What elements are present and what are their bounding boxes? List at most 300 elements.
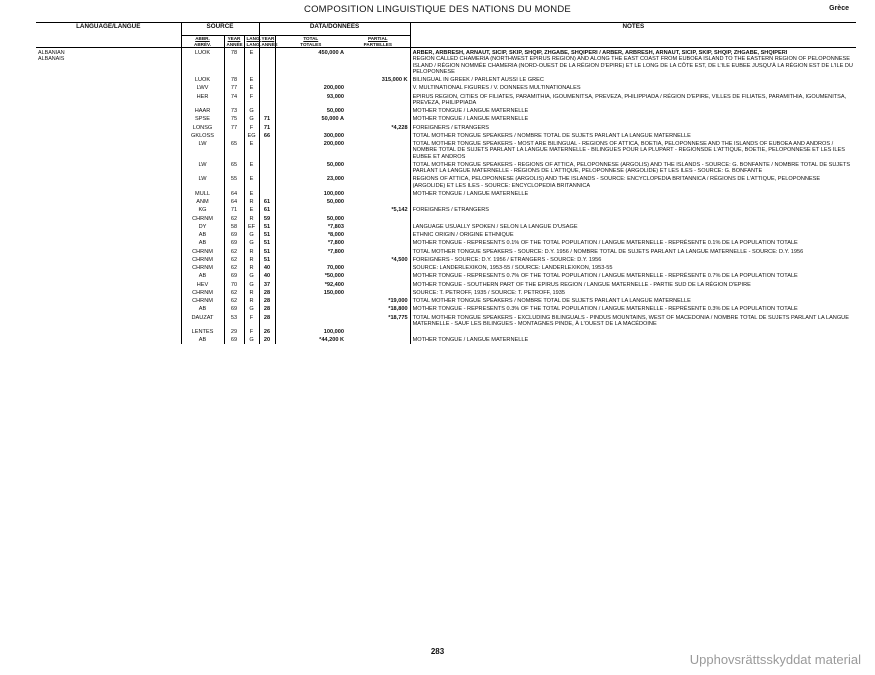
partial-cell (346, 271, 410, 279)
table-row (36, 313, 856, 328)
total-cell: *92,400 (275, 280, 346, 288)
table-row (36, 174, 856, 189)
partial-cell (346, 214, 410, 222)
partial-cell (346, 197, 410, 205)
source-abbr-cell: HER (181, 92, 224, 107)
data-year-cell: 28 (259, 313, 275, 328)
partial-cell (346, 280, 410, 288)
source-abbr-cell: LWV (181, 83, 224, 91)
data-year-cell (259, 139, 275, 160)
source-abbr-cell: LUOK (181, 75, 224, 83)
source-abbr-cell: LW (181, 160, 224, 175)
source-abbr-cell: CHRNM (181, 288, 224, 296)
language-name: ALBANIAN (38, 50, 65, 56)
notes-cell (410, 114, 856, 122)
data-year-cell: 28 (259, 288, 275, 296)
table-row (36, 327, 856, 335)
notes-text: EPIRUS REGION, CITIES OF FILIATES, PARAMITHIA, IGOUMENITSA, PREVEZA, PHILIPPIADA / RÉGION D'EPIRE, VILLES DE FILIATES, PARAMITHIA, IGOUMENITSA, PREVEZA, PHILIPPIADA (412, 93, 847, 106)
notes-text: FOREIGNERS - SOURCE: D.Y. 1956 / ETRANGERS - SOURCE: D.Y. 1956 (412, 256, 602, 263)
partial-cell: 315,000 K (381, 77, 408, 83)
partial-cell (346, 83, 410, 91)
notes-text: V. MULTINATIONAL FIGURES / V. DONNEES MULTINATIONALES (412, 85, 581, 92)
source-abbr-cell: HAAR (181, 106, 224, 114)
source-abbr-cell: SPSE (181, 114, 224, 122)
source-year-cell: 64 (224, 197, 244, 205)
notes-text: REGIONS OF ATTICA, PELOPONNESE (ARGOLIS) AND THE ISLANDS - SOURCE: ENCYCLOPEDIA BRITANNICA / RÉGIONS DE L'ATTIQUE, PELOPONNESE (ARGOLIDE) ET LES ILES - SOURCE: ENCYCLOPEDIA BRITANNICA (412, 176, 821, 189)
notes-cell (410, 280, 856, 288)
source-year-cell: 65 (224, 139, 244, 160)
notes-text: MOTHER TONGUE - REPRESENTS 0.7% OF THE TOTAL POPULATION / LANGUE MATERNELLE - REPRÉSENTE 0.7% DE LA POPULATION TOTALE (412, 273, 798, 280)
total-cell: 50,000 (275, 214, 346, 222)
source-lang-cell: R (244, 247, 259, 255)
notes-cell (410, 48, 856, 76)
source-lang-cell: G (244, 230, 259, 238)
partial-cell (346, 230, 410, 238)
language-cell (36, 247, 181, 255)
notes-cell (410, 205, 856, 213)
notes-text: FOREIGNERS / ETRANGERS (412, 124, 490, 131)
total-cell: 100,000 (275, 327, 346, 335)
data-year-cell: 51 (259, 230, 275, 238)
source-lang-cell: G (244, 106, 259, 114)
source-year-cell: 62 (224, 288, 244, 296)
data-year-cell: 61 (259, 197, 275, 205)
language-cell (36, 114, 181, 122)
source-year-cell: 73 (224, 106, 244, 114)
table-row (36, 214, 856, 222)
source-abbr-cell: AB (181, 230, 224, 238)
notes-cell (410, 304, 856, 312)
language-cell (36, 189, 181, 197)
source-year-cell: 64 (224, 189, 244, 197)
notes-cell (410, 123, 856, 131)
source-year-cell: 53 (224, 313, 244, 328)
notes-cell (410, 197, 856, 205)
notes-text: MOTHER TONGUE - SOUTHERN PART OF THE EPIRUS REGION / LANGUE MATERNELLE - PARTIE SUD DE LA RÉGION D'EPIRE (412, 281, 751, 288)
notes-cell (410, 92, 856, 107)
language-cell (36, 238, 181, 246)
notes-cell (410, 335, 856, 343)
notes-cell (410, 189, 856, 197)
total-cell: 50,000 (275, 160, 346, 175)
data-year-cell: 66 (259, 131, 275, 139)
source-year-cell: 62 (224, 263, 244, 271)
partial-cell: *18,775 (388, 314, 408, 321)
total-cell: 450,000 A (275, 48, 346, 76)
language-cell (36, 288, 181, 296)
partial-cell (346, 92, 410, 107)
source-year-cell: 69 (224, 335, 244, 343)
language-cell (36, 174, 181, 189)
data-year-cell: 28 (259, 296, 275, 304)
language-cell (36, 335, 181, 343)
source-year-cell (224, 131, 244, 139)
table-row (36, 139, 856, 160)
source-lang-cell: R (244, 288, 259, 296)
language-cell (36, 139, 181, 160)
source-year-cell: 58 (224, 222, 244, 230)
source-lang-cell: G (244, 238, 259, 246)
partial-cell (346, 247, 410, 255)
notes-cell (410, 247, 856, 255)
source-lang-cell: R (244, 255, 259, 263)
table-row (36, 75, 856, 83)
language-cell (36, 327, 181, 335)
total-cell: *50,000 (275, 271, 346, 279)
source-lang-cell: F (244, 327, 259, 335)
data-year-cell (259, 83, 275, 91)
table-row (36, 247, 856, 255)
header-row (36, 23, 856, 36)
data-year-cell: 40 (259, 271, 275, 279)
total-cell: 93,000 (275, 92, 346, 107)
language-cell (36, 313, 181, 328)
notes-cell (410, 174, 856, 189)
language-cell (36, 197, 181, 205)
table-row (36, 160, 856, 175)
source-lang-cell: R (244, 263, 259, 271)
notes-cell (410, 238, 856, 246)
notes-text: TOTAL MOTHER TONGUE SPEAKERS - EXCLUDING BILINGUALS - PINDUS MOUNTAINS, WEST OF MACEDONIA / NOMBRE TOTAL DE SUJETS PARLANT LA LANGUE MATERNELLE - SAUF LES BILINGUES - MONTAGNES PINDE, À L'OUEST DE LA MACÉDOINE (412, 314, 849, 327)
source-lang-cell: E (244, 83, 259, 91)
notes-cell (410, 255, 856, 263)
total-cell (275, 296, 346, 304)
partial-cell: *4,228 (391, 124, 408, 131)
partial-cell (346, 288, 410, 296)
notes-cell (410, 296, 856, 304)
source-abbr-cell: CHRNM (181, 296, 224, 304)
notes-text: BILINGUAL IN GREEK / PARLENT AUSSI LE GREC (412, 77, 544, 83)
notes-text: TOTAL MOTHER TONGUE SPEAKERS - MOST ARE BILINGUAL - REGIONS OF ATTICA, BOETIA, PELOPONNESE AND THE ISLANDS OF EUBOEA AND ANDROS / NOMBRE TOTAL DE SUJETS PARLANT LA LANGUE MATERNELLE - BILINGUES POUR LA PLUPART - REGIONSDE L'ATTIQUE, BOETIE, PELOPONNESE ET LES ILES EUBEE ET ANDROS (412, 141, 845, 160)
language-cell (36, 214, 181, 222)
data-year-header: YEAR ANNÉE (259, 36, 275, 48)
source-lang-cell: E (244, 48, 259, 76)
table-row (36, 123, 856, 131)
table-row (36, 92, 856, 107)
total-cell (275, 205, 346, 213)
total-cell: *44,200 K (275, 335, 346, 343)
data-year-cell: 71 (259, 114, 275, 122)
notes-cell (410, 131, 856, 139)
total-cell: *7,803 (275, 222, 346, 230)
source-year-cell: 62 (224, 214, 244, 222)
language-table (36, 22, 856, 344)
data-year-cell: 51 (259, 238, 275, 246)
data-year-cell: 51 (259, 222, 275, 230)
partial-header: PARTIAL PARTIELLES (346, 36, 410, 48)
source-lang-cell: E (244, 75, 259, 83)
source-year-cell: 74 (224, 92, 244, 107)
notes-text: SOURCE: T. PETROFF, 1935 / SOURCE: T. PETROFF, 1935 (412, 289, 565, 296)
notes-text: MOTHER TONGUE / LANGUE MATERNELLE (412, 116, 529, 123)
source-abbr-cell: GKLOSS (181, 131, 224, 139)
source-year-cell: 62 (224, 296, 244, 304)
total-cell: *7,800 (275, 247, 346, 255)
table-row (36, 106, 856, 114)
partial-cell (346, 160, 410, 175)
partial-cell: *18,800 (388, 306, 408, 313)
notes-text: MOTHER TONGUE - REPRESENTS 0.1% OF THE TOTAL POPULATION / LANGUE MATERNELLE - REPRÉSENTE 0.1% DE LA POPULATION TOTALE (412, 240, 798, 247)
source-abbr-cell: LENTES (181, 327, 224, 335)
source-year-cell: 75 (224, 114, 244, 122)
country-name: Grèce (829, 5, 849, 12)
notes-cell (410, 75, 856, 83)
source-lang-cell: E (244, 174, 259, 189)
source-abbr-cell: LW (181, 174, 224, 189)
source-lang-cell: R (244, 197, 259, 205)
total-cell: 300,000 (275, 131, 346, 139)
source-lang-cell: R (244, 296, 259, 304)
source-year-cell: 69 (224, 271, 244, 279)
source-abbr-cell: MULL (181, 189, 224, 197)
source-abbr-cell: HEV (181, 280, 224, 288)
data-year-cell (259, 75, 275, 83)
source-lang-cell: G (244, 271, 259, 279)
notes-text: MOTHER TONGUE / LANGUE MATERNELLE (412, 108, 529, 114)
notes-cell (410, 83, 856, 91)
notes-cell (410, 222, 856, 230)
data-year-cell (259, 189, 275, 197)
language-cell (36, 271, 181, 279)
total-cell: 70,000 (275, 263, 346, 271)
source-abbr-cell: CHRNM (181, 263, 224, 271)
data-year-cell (259, 106, 275, 114)
lang-header: LANG. LANG. (244, 36, 259, 48)
source-lang-cell: E (244, 189, 259, 197)
language-cell (36, 255, 181, 263)
data-year-cell (259, 92, 275, 107)
data-year-cell: 61 (259, 205, 275, 213)
notes-text: REGION CALLED CHAMERIA (NORTHWEST EPIRUS REGION) AND ALONG THE EAST COAST FROM EUBOEA ISLAND TO THE EASTERN REGION OF PELOPONNESE ISLAND / RÉGION NOMMÉE CHAMERIA (NORD-OUEST DE LA RÉGION D'EPIRE) ET LE LONG DE LA CÔTE EST, DE L'ILE EUBEE JUSQU'À LA RÉGION EST DE L'ILE DU PELOPONNESE (412, 56, 853, 75)
data-year-cell: 26 (259, 327, 275, 335)
partial-cell (346, 189, 410, 197)
source-lang-cell: G (244, 280, 259, 288)
notes-cell (410, 271, 856, 279)
notes-cell (410, 160, 856, 175)
notes-text: TOTAL MOTHER TONGUE SPEAKERS / NOMBRE TOTAL DE SUJETS PARLANT LA LANGUE MATERNELLE (412, 298, 691, 304)
source-abbr-cell: AB (181, 271, 224, 279)
language-cell (36, 123, 181, 131)
notes-text: SOURCE: LANDERLEXIKON, 1953-55 / SOURCE: LANDERLEXIKON, 1953-55 (412, 265, 613, 271)
notes-bold-text: ARBER, ARBRESH, ARNAUT, SICIP, SKIP, SHQIP, ZHGABE, SHQIPERI / ARBER, ARBRESH, ARNAUT, SICIP, SKIP, SHQIP, ZHGABE, SHQIPERI (412, 50, 788, 56)
notes-text: LANGUAGE USUALLY SPOKEN / SELON LA LANGUE D'USAGE (412, 223, 578, 230)
notes-cell (410, 327, 856, 335)
source-abbr-cell: LONSG (181, 123, 224, 131)
notes-cell (410, 263, 856, 271)
source-abbr-cell: LW (181, 139, 224, 160)
source-lang-cell: E (244, 139, 259, 160)
notes-cell (410, 214, 856, 222)
source-abbr-cell: DAUZAT (181, 313, 224, 328)
table-row (36, 263, 856, 271)
data-year-cell: 20 (259, 335, 275, 343)
notes-text: MOTHER TONGUE / LANGUE MATERNELLE (412, 190, 529, 197)
total-cell (275, 304, 346, 312)
source-lang-cell: G (244, 335, 259, 343)
source-abbr-cell: ANM (181, 197, 224, 205)
total-cell: 50,000 (275, 106, 346, 114)
table-row (36, 288, 856, 296)
total-cell (275, 75, 346, 83)
partial-cell (346, 131, 410, 139)
notes-text: ETHNIC ORIGIN / ORIGINE ETHNIQUE (412, 232, 514, 238)
notes-header: NOTES (410, 23, 856, 48)
page-number: 283 (430, 647, 445, 656)
language-cell (36, 222, 181, 230)
table-row (36, 48, 856, 76)
language-cell (36, 160, 181, 175)
table-row (36, 230, 856, 238)
partial-cell: *4,500 (391, 256, 408, 263)
source-abbr-cell: KG (181, 205, 224, 213)
table-row (36, 271, 856, 279)
language-cell (36, 83, 181, 91)
source-abbr-cell: LUOK (181, 48, 224, 76)
data-year-cell: 40 (259, 263, 275, 271)
source-abbr-cell: DY (181, 222, 224, 230)
language-cell (36, 304, 181, 312)
source-year-cell: 29 (224, 327, 244, 335)
data-year-cell: 51 (259, 255, 275, 263)
source-lang-cell: E (244, 205, 259, 213)
source-year-cell: 78 (224, 75, 244, 83)
partial-cell (346, 327, 410, 335)
notes-cell (410, 139, 856, 160)
source-lang-cell: F (244, 123, 259, 131)
source-year-cell: 69 (224, 238, 244, 246)
source-header: SOURCE (181, 23, 259, 36)
language-cell (36, 48, 181, 76)
watermark: Upphovsrättsskyddat material (689, 652, 861, 667)
notes-text: TOTAL MOTHER TONGUE SPEAKERS - REGIONS OF ATTICA, PELOPONNESE (ARGOLIS) AND THE ISLANDS - SOURCE: G. BONFANTE / NOMBRE TOTAL DE SUJETS PARLANT LA LANGUE MATERNELLE - RÉGIONS DE L'ATTIQUE, PELOPONNESE (ARGOLIDE) ET LES ILES - SOURCE: G. BONFANTE (412, 161, 851, 174)
table-row (36, 114, 856, 122)
source-year-cell: 69 (224, 304, 244, 312)
language-cell (36, 92, 181, 107)
source-year-cell: 65 (224, 160, 244, 175)
year-header: YEAR ANNÉE (224, 36, 244, 48)
notes-text: TOTAL MOTHER TONGUE SPEAKERS / NOMBRE TOTAL DE SUJETS PARLANT LA LANGUE MATERNELLE (412, 132, 691, 139)
source-abbr-cell: AB (181, 304, 224, 312)
notes-cell (410, 106, 856, 114)
language-cell (36, 280, 181, 288)
language-cell (36, 131, 181, 139)
total-cell: *7,800 (275, 238, 346, 246)
total-cell: 100,000 (275, 189, 346, 197)
total-cell: 50,000 (275, 197, 346, 205)
total-cell (275, 123, 346, 131)
data-year-cell: 28 (259, 304, 275, 312)
data-year-cell: 59 (259, 214, 275, 222)
source-lang-cell: EG (244, 131, 259, 139)
language-cell (36, 106, 181, 114)
partial-cell (346, 139, 410, 160)
source-year-cell: 77 (224, 123, 244, 131)
partial-cell (346, 48, 410, 76)
notes-cell (410, 313, 856, 328)
table-row (36, 238, 856, 246)
total-header: TOTAL TOTALES (275, 36, 346, 48)
source-year-cell: 55 (224, 174, 244, 189)
source-abbr-cell: AB (181, 335, 224, 343)
data-year-cell: 37 (259, 280, 275, 288)
source-lang-cell: E (244, 160, 259, 175)
total-cell (275, 255, 346, 263)
partial-cell (346, 106, 410, 114)
data-year-cell: 71 (259, 123, 275, 131)
table-row (36, 280, 856, 288)
partial-cell (346, 335, 410, 343)
source-lang-cell: F (244, 92, 259, 107)
source-lang-cell: G (244, 114, 259, 122)
notes-text: TOTAL MOTHER TONGUE SPEAKERS - SOURCE: D.Y. 1956 / NOMBRE TOTAL DE SUJETS PARLANT LA LANGUE MATERNELLE - SOURCE: D.Y. 1956 (412, 248, 804, 255)
language-cell (36, 205, 181, 213)
source-year-cell: 70 (224, 280, 244, 288)
data-year-cell (259, 160, 275, 175)
language-cell (36, 75, 181, 83)
table-row (36, 335, 856, 343)
notes-text: MOTHER TONGUE - REPRESENTS 0.3% OF THE TOTAL POPULATION / LANGUE MATERNELLE - REPRÉSENTE 0.3% DE LA POPULATION TOTALE (412, 306, 798, 313)
language-cell (36, 296, 181, 304)
notes-cell (410, 288, 856, 296)
source-lang-cell: EF (244, 222, 259, 230)
language-cell (36, 230, 181, 238)
source-abbr-cell: CHRNM (181, 214, 224, 222)
total-cell: 200,000 (275, 139, 346, 160)
total-cell: 150,000 (275, 288, 346, 296)
table-row (36, 189, 856, 197)
table-row (36, 197, 856, 205)
page-title: COMPOSITION LINGUISTIQUE DES NATIONS DU MONDE (304, 4, 571, 15)
partial-cell (346, 263, 410, 271)
partial-cell: *5,142 (391, 207, 408, 214)
source-year-cell: 78 (224, 48, 244, 76)
source-lang-cell: G (244, 304, 259, 312)
source-abbr-cell: CHRNM (181, 247, 224, 255)
table-row (36, 222, 856, 230)
table-row (36, 83, 856, 91)
total-cell (275, 313, 346, 328)
abbr-header: ABBR. ABRÉV. (181, 36, 224, 48)
data-year-cell: 51 (259, 247, 275, 255)
data-header: DATA/DONNÉES (259, 23, 410, 36)
partial-cell (346, 238, 410, 246)
data-year-cell (259, 48, 275, 76)
table-row (36, 205, 856, 213)
table-row (36, 131, 856, 139)
data-year-cell (259, 174, 275, 189)
source-year-cell: 71 (224, 205, 244, 213)
source-year-cell: 77 (224, 83, 244, 91)
source-lang-cell: F (244, 313, 259, 328)
table-row (36, 255, 856, 263)
source-year-cell: 62 (224, 247, 244, 255)
source-abbr-cell: CHRNM (181, 255, 224, 263)
partial-cell (346, 222, 410, 230)
notes-text: FOREIGNERS / ETRANGERS (412, 207, 490, 214)
partial-cell (346, 114, 410, 122)
table-row (36, 304, 856, 312)
total-cell: 23,000 (275, 174, 346, 189)
total-cell: 50,000 A (275, 114, 346, 122)
table-row (36, 296, 856, 304)
notes-text: MOTHER TONGUE / LANGUE MATERNELLE (412, 337, 529, 344)
notes-cell (410, 230, 856, 238)
language-cell (36, 263, 181, 271)
source-year-cell: 62 (224, 255, 244, 263)
partial-cell: *19,000 (388, 298, 408, 304)
source-lang-cell: R (244, 214, 259, 222)
language-name: ALBANAIS (38, 56, 65, 63)
